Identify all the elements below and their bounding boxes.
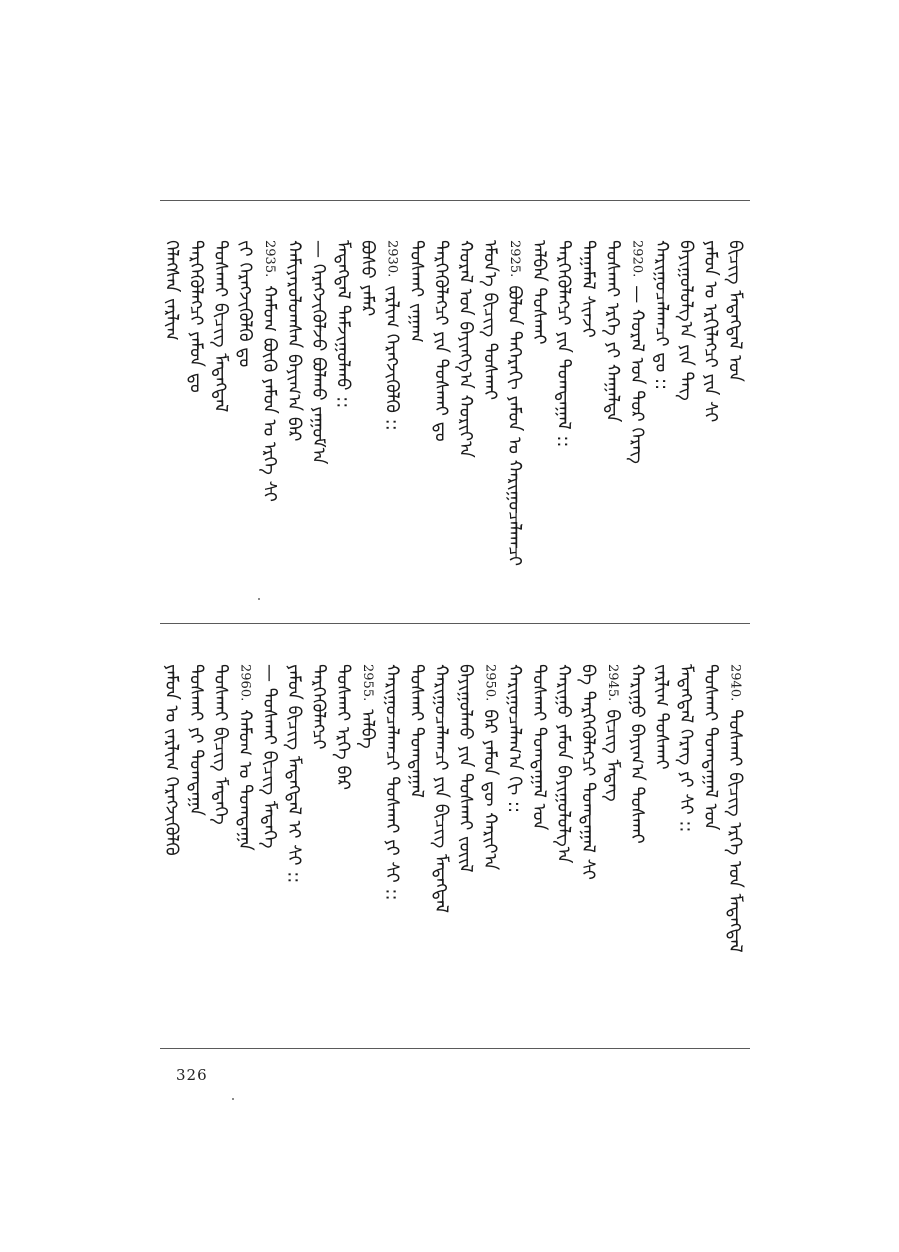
text-column bbox=[307, 664, 329, 749]
column-text: ᠲᠤᠰᠬᠠᠢ ᠪᠢᠴᠢᠭ ᠮᠡᠳᠡᠭᠡ bbox=[210, 664, 231, 825]
text-column bbox=[503, 240, 525, 566]
text-column bbox=[405, 240, 427, 343]
text-column bbox=[258, 240, 280, 502]
line-number: 2945. bbox=[605, 664, 620, 702]
text-column bbox=[479, 240, 501, 400]
column-text: ᠲᠤᠰᠬᠠᠢ ᠲᠣᠭᠲᠠᠭᠠᠯ ᠤᠨ bbox=[700, 664, 721, 831]
column-text: ᠵᠢ ᠬᠡᠷᠡᠭᠵᠢᠭᠦᠯᠬᠦ ᠳᠤ bbox=[234, 240, 256, 368]
text-column bbox=[650, 240, 672, 390]
text-column bbox=[185, 664, 207, 816]
column-text: ᠲᠤᠰᠬᠠᠢ ᠪᠢᠴᠢᠭ ᠡᠷᠬᠡ ᠤᠨ ᠮᠡᠳᠡᠭᠳᠡᠯ bbox=[724, 709, 746, 953]
line-number: 2960. bbox=[237, 664, 253, 702]
column-text: ᠲᠤᠰᠬᠠᠢ ᠡᠷᠬᠡ ᠪᠠᠷ bbox=[332, 664, 354, 791]
column-text: ᠲᠤᠰᠬᠠᠢ ᠪᠢᠴᠢᠭ ᠮᠡᠳᠡᠭᠳᠡᠯ bbox=[210, 240, 231, 413]
text-column bbox=[405, 664, 427, 798]
column-text: ᠲᠡᠷᠭᠡᠭᠦᠯᠡᠭᠴᠢ bbox=[308, 664, 329, 750]
text-column bbox=[430, 664, 452, 913]
text-column bbox=[577, 664, 599, 880]
text-column bbox=[381, 664, 403, 901]
text-column bbox=[209, 664, 231, 825]
column-text: ᠪᠢᠴᠢᠭ ᠮᠡᠳᠡᠭ bbox=[602, 709, 623, 802]
column-text: ᠪᠢᠴᠢᠭ ᠮᠡᠳᠡᠭᠳᠡᠯ ᠤᠨ bbox=[724, 240, 746, 382]
text-column bbox=[430, 240, 452, 442]
column-text: ᠪᠠ ᠲᠡᠷᠭᠡᠭᠦᠯᠡᠭᠴᠢ ᠲᠣᠭᠲᠠᠭᠠᠯ ᠰᠢ bbox=[577, 664, 599, 880]
text-column bbox=[626, 240, 648, 464]
column-text: ᠪᠤᠰᠤ ᠶᠠᠮᠠᠷ bbox=[357, 240, 378, 317]
column-text: ᠲᠡᠷᠭᠡᠭᠦᠯᠡᠭᠴᠢ ᠶᠢᠨ ᠲᠤᠰᠬᠠᠢ ᠳᠤ bbox=[430, 240, 452, 442]
top-text-panel bbox=[160, 240, 750, 610]
text-column bbox=[626, 664, 648, 844]
text-column bbox=[454, 664, 476, 873]
column-text: ᠬᠠᠷᠢᠭᠤᠴᠠᠯᠠᠭᠴᠢ ᠶᠢᠨ ᠪᠢᠴᠢᠭ ᠮᠡᠳᠡᠭᠳᠡᠯ bbox=[430, 664, 452, 914]
line-number: 2940. bbox=[727, 664, 743, 702]
text-column bbox=[307, 240, 329, 464]
middle-rule bbox=[160, 623, 750, 624]
column-text: ᠬᠠᠮᠤᠭ ᠤ ᠲᠣᠭᠲᠠᠭᠠ bbox=[234, 709, 256, 851]
column-text: ᠬᠠᠷᠢᠭᠤᠴᠠᠯᠠᠭᠴᠢ ᠲᠤᠰᠬᠠᠢ ᠶᠢ ᠰᠢ :: bbox=[381, 664, 403, 901]
column-text: ᠮᠡᠳᠡᠭᠳᠡᠯ ᠳᠠᠮᠵᠢᠭᠤᠯᠬᠤ :: bbox=[332, 240, 354, 409]
column-text: ᠬᠠᠷᠢᠭᠤ ᠶᠠᠮᠤᠨ ᠪᠠᠶᠢᠭᠤᠯᠤᠯᠭ᠎ᠠ bbox=[553, 664, 574, 864]
line-number: 2920. bbox=[629, 240, 645, 278]
column-text: ᠲᠡᠷᠭᠡᠭᠦᠯᠡᠭᠴᠢ ᠶᠠᠮᠤᠨ ᠳᠤ bbox=[185, 240, 207, 393]
text-column bbox=[258, 664, 280, 849]
column-text: ᠪᠠᠶᠢᠭᠤᠯᠤᠯᠭ᠎ᠠ ᠶᠢᠨ ᠳᠡᠭ bbox=[675, 240, 697, 401]
column-text: ᠲᠤᠰᠬᠠᠢ ᠵᠠᠭᠠᠭ bbox=[406, 240, 427, 343]
column-text: ᠠᠯᠪᠠ bbox=[357, 709, 378, 749]
text-column bbox=[528, 664, 550, 830]
column-text: ᠬᠤᠷᠠᠯ ᠤᠨ ᠪᠠᠶᠢᠩᠭ᠎ᠠ ᠬᠣᠷᠢᠶ᠎ᠠ bbox=[455, 240, 476, 458]
text-column bbox=[528, 240, 550, 345]
column-text: — ᠬᠡᠷᠡᠭᠵᠢᠭᠦᠯᠵᠦ ᠪᠣᠯᠬᠤ ᠶᠠᠭᠤᠮ᠎ᠠ bbox=[308, 240, 329, 465]
page-number: 326 bbox=[176, 1066, 208, 1084]
text-column bbox=[577, 240, 599, 338]
line-number: 2950. bbox=[482, 664, 498, 702]
column-text: ᠶᠠᠮᠤᠨ ᠤ ᠵᠠᠷᠯᠢᠭ ᠬᠡᠷᠡᠭᠵᠢᠭᠦᠯᠬᠦ bbox=[161, 664, 182, 856]
column-text: ᠳᠤᠰᠬᠠᠢ ᠶᠢ ᠲᠣᠭᠲᠠᠭᠠ bbox=[185, 664, 207, 816]
top-rule bbox=[160, 200, 750, 201]
text-column bbox=[503, 664, 525, 813]
column-text: ᠠᠯᠪᠠᠨ ᠲᠤᠰᠬᠠᠢ bbox=[528, 240, 550, 345]
text-column bbox=[699, 664, 721, 830]
text-column bbox=[332, 240, 354, 408]
column-text: ᠬᠠᠷᠢᠭᠤ ᠪᠠᠶᠢᠭ᠎ᠠ ᠲᠤᠰᠬᠠᠢ bbox=[626, 664, 648, 844]
text-column bbox=[160, 664, 182, 856]
text-column bbox=[234, 664, 256, 851]
line-number: 2930. bbox=[384, 240, 400, 278]
text-column bbox=[601, 240, 623, 422]
text-column bbox=[724, 664, 746, 953]
scan-speck bbox=[232, 1098, 234, 1100]
text-column bbox=[234, 240, 256, 367]
column-text: ᠮᠡᠳᠡᠭᠳᠡᠯ ᠬᠡᠷᠡᠭ ᠶᠢ ᠰᠢ :: bbox=[675, 664, 697, 833]
text-column bbox=[650, 664, 672, 770]
text-column bbox=[552, 664, 574, 864]
text-column bbox=[356, 240, 378, 316]
text-column bbox=[283, 240, 305, 441]
text-column bbox=[479, 664, 501, 870]
text-column bbox=[699, 240, 721, 422]
column-text: ᠵᠠᠷᠯᠢᠭ ᠲᠤᠰᠬᠠᠢ bbox=[651, 664, 672, 770]
bottom-text-panel bbox=[160, 664, 750, 1034]
text-column bbox=[185, 240, 207, 393]
scan-speck bbox=[258, 598, 260, 600]
bottom-rule bbox=[160, 1048, 750, 1049]
column-text: ᠡᠮᠦᠨ᠎ᠡ ᠪᠢᠴᠢᠭ ᠲᠤᠰᠬᠠᠢ bbox=[479, 240, 501, 400]
column-text: ᠪᠣᠯᠤᠨ ᠳᠡᠭᠡᠷᠡᠬᠢ ᠶᠠᠮᠤᠨ ᠤ ᠬᠠᠷᠢᠭᠤᠴᠠᠯᠠᠭᠴᠢ bbox=[504, 285, 525, 567]
column-text: ᠬᠠᠮᠢᠶᠠᠷᠤᠯᠤᠭᠰᠠᠨ ᠪᠠᠶᠢᠭ᠎ᠠ ᠪᠠᠷ bbox=[283, 240, 305, 442]
text-column bbox=[601, 664, 623, 802]
text-column bbox=[332, 664, 354, 790]
column-text: ᠬᠡᠯᠡᠭᠰᠡᠨ ᠵᠠᠷᠯᠢᠭ bbox=[161, 240, 182, 341]
line-number: 2955. bbox=[360, 664, 375, 702]
column-text: ᠲᠤᠰᠬᠠᠢ ᠲᠣᠭᠲᠠᠭᠠᠯ ᠤᠨ bbox=[528, 664, 550, 831]
column-text: ᠲᠠᠭᠠᠮᠠᠯ ᠰᠢᠨᠵᠢ bbox=[577, 240, 599, 338]
text-column bbox=[283, 664, 305, 883]
text-column bbox=[381, 240, 403, 431]
column-text: — ᠲᠤᠰᠬᠠᠢ ᠪᠢᠴᠢᠭ ᠮᠡᠳᠡᠭᠡ bbox=[259, 664, 280, 849]
column-text: ᠬᠠᠮᠤᠭ ᠪᠦᠬᠦ ᠶᠠᠮᠤᠨ ᠤ ᠡᠷᠬᠡ ᠰᠢ bbox=[259, 285, 280, 502]
text-column bbox=[675, 240, 697, 401]
text-column bbox=[160, 240, 182, 341]
line-number: 2925. bbox=[507, 240, 522, 278]
column-text: ᠪᠠᠶᠢᠭᠤᠯᠬᠤ ᠶᠢᠨ ᠲᠤᠰᠬᠠᠢ ᠵᠦᠢᠯ bbox=[455, 664, 476, 873]
text-column bbox=[356, 664, 378, 749]
column-text: ᠶᠠᠮᠤᠨ ᠪᠢᠴᠢᠭ ᠮᠡᠳᠡᠭᠳᠡᠯ ᠢ ᠰᠢ :: bbox=[283, 664, 305, 884]
column-text: ᠵᠠᠷᠯᠢᠭ ᠬᠡᠷᠡᠭᠵᠢᠭᠦᠯᠬᠦ :: bbox=[381, 285, 403, 431]
text-column bbox=[724, 240, 746, 382]
text-column bbox=[209, 240, 231, 412]
line-number: 2935. bbox=[262, 240, 277, 278]
column-text: ᠶᠠᠮᠤᠨ ᠤ ᠡᠷᠬᠢᠯᠡᠭᠴᠢ ᠶᠢᠨ ᠰᠢ bbox=[700, 240, 721, 423]
text-column bbox=[675, 664, 697, 832]
text-column bbox=[454, 240, 476, 458]
column-text: ᠲᠤᠰᠬᠠᠢ ᠲᠣᠭᠲᠠᠭᠠᠯ bbox=[406, 664, 427, 798]
column-text: ᠬᠠᠷᠢᠭᠤᠴᠠᠯᠠᠭᠴᠢ ᠳᠤ :: bbox=[651, 240, 672, 391]
column-text: ᠲᠡᠷᠭᠡᠭᠦᠯᠡᠭᠴᠢ ᠶᠢᠨ ᠲᠣᠭᠲᠠᠭᠠᠯ :: bbox=[553, 240, 574, 448]
column-text: ᠬᠠᠷᠢᠭᠤᠴᠠᠯᠠᠭ᠎ᠠ ᠬᠢ :: bbox=[504, 664, 525, 814]
text-column bbox=[552, 240, 574, 448]
column-text: — ᠬᠤᠷᠠᠯ ᠤᠨ ᠲᠤᠷ ᠬᠡᠷᠡᠭ bbox=[626, 285, 648, 464]
column-text: ᠲᠤᠰᠬᠠᠢ ᠡᠷᠬᠡ ᠶᠢ ᠬᠠᠭᠠᠯᠲᠠ bbox=[602, 240, 623, 423]
column-text: ᠪᠠᠷ ᠶᠠᠮᠤᠨ ᠳᠦ ᠬᠠᠷᠢᠶ᠎ᠠ bbox=[479, 709, 501, 871]
